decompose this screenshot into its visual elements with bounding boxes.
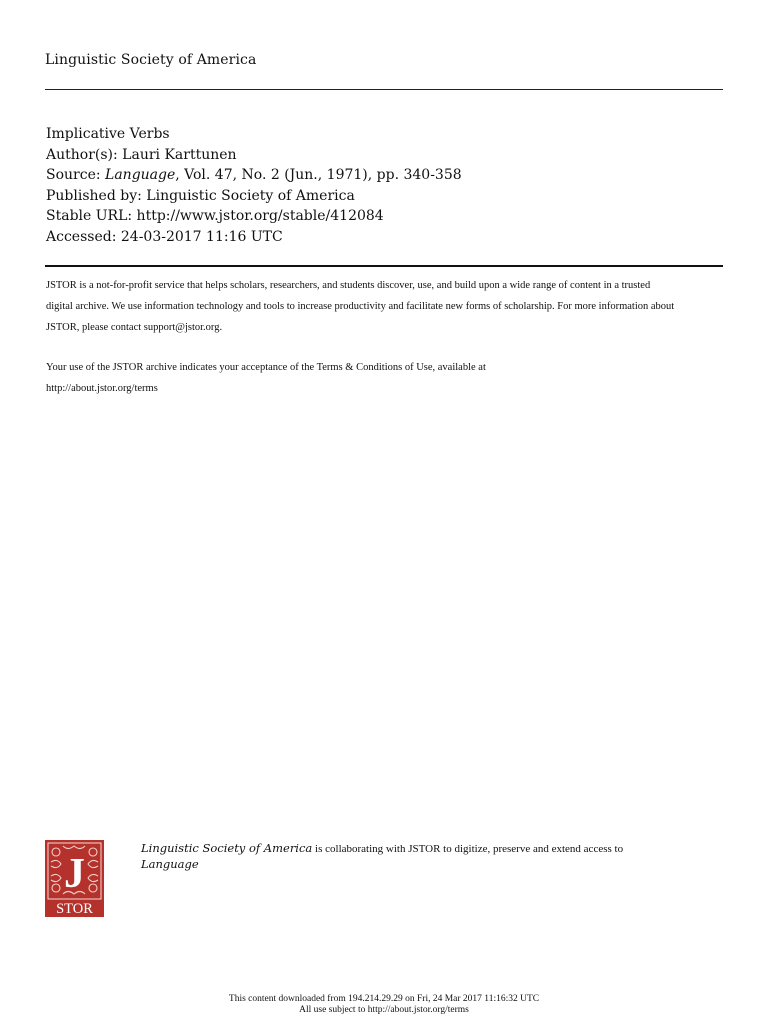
publisher-name: Linguistic Society of America [45, 52, 257, 68]
published-by-value: Linguistic Society of America [146, 187, 355, 204]
notice-line: digital archive. We use information technology and tools to increase productivity and facilitate new forms of scholarship. For more information about [46, 300, 675, 312]
authors-label: Author(s): [46, 146, 118, 163]
terms-line: Your use of the JSTOR archive indicates your acceptance of the Terms & Conditions of Use, available at [46, 362, 486, 373]
article-title: Implicative Verbs [46, 126, 170, 142]
source-label: Source: [46, 167, 101, 184]
notice-line: JSTOR is a not-for-profit service that helps scholars, researchers, and students discover, use, and build upon a wide range of content in a trusted [46, 280, 651, 291]
logo-letter: J [64, 851, 85, 897]
metadata-divider [45, 265, 723, 267]
stable-url-label: Stable URL: [46, 208, 133, 225]
terms-link[interactable]: http://about.jstor.org/terms [46, 382, 158, 394]
collaboration-organization: Linguistic Society of America [141, 841, 313, 855]
authors-line [46, 145, 462, 166]
accessed-value: 24-03-2017 11:16 UTC [120, 228, 283, 245]
accessed-line [46, 227, 462, 248]
footer-line: This content downloaded from 194.214.29.29 on Fri, 24 Mar 2017 11:16:32 UTC [228, 994, 540, 1004]
jstor-notice [46, 276, 726, 338]
download-footer [0, 994, 768, 1016]
collaboration-journal: Language [141, 856, 199, 871]
article-metadata [46, 124, 462, 248]
header-divider [45, 89, 723, 90]
authors-value: Lauri Karttunen [122, 146, 237, 163]
published-by-line [46, 186, 462, 207]
accessed-label: Accessed: [46, 228, 117, 245]
footer-line: All use subject to http://about.jstor.org/terms [299, 1005, 469, 1015]
source-details: , Vol. 47, No. 2 (Jun., 1971), pp. 340-358 [175, 167, 462, 184]
collaboration-text: is collaborating with JSTOR to digitize, preserve and extend access to [312, 843, 624, 855]
collaboration-statement [141, 841, 623, 872]
terms-notice [46, 358, 486, 400]
stable-url-line [46, 206, 462, 227]
jstor-logo-icon [45, 840, 104, 917]
source-line [46, 165, 462, 186]
source-journal: Language [105, 167, 176, 184]
logo-wordmark: STOR [56, 901, 93, 917]
stable-url-link[interactable]: http://www.jstor.org/stable/412084 [136, 208, 384, 225]
published-by-label: Published by: [46, 187, 142, 204]
notice-line: JSTOR, please contact support@jstor.org. [46, 321, 223, 333]
